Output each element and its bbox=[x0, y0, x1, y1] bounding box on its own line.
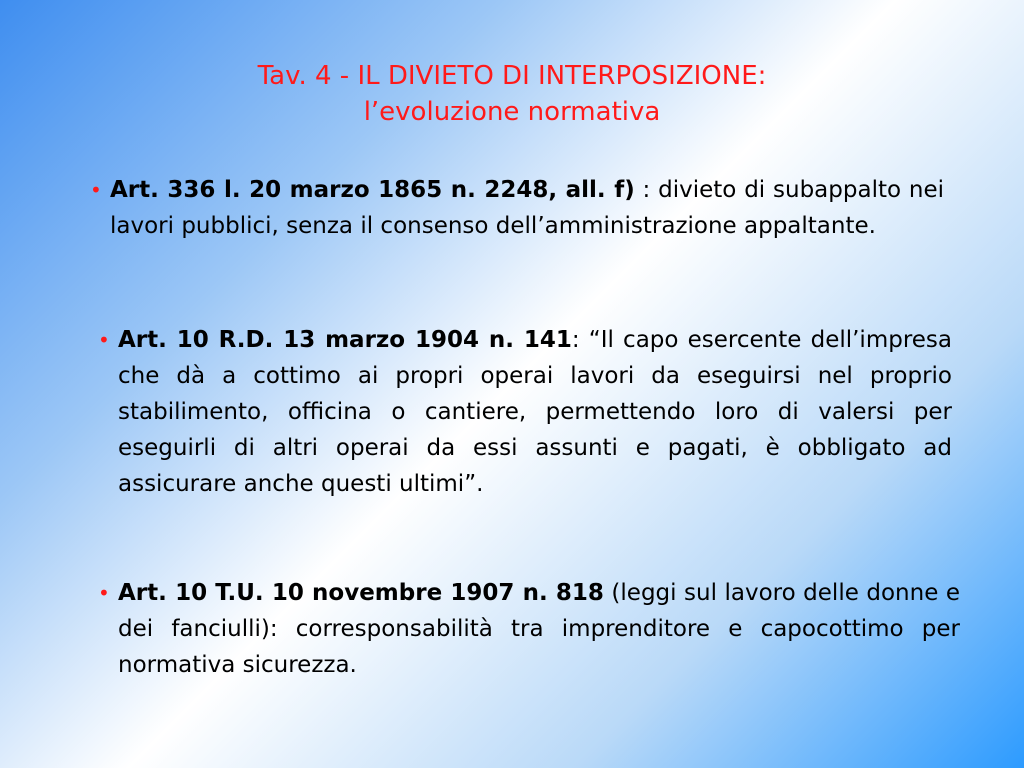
bullet-marker: • bbox=[98, 581, 110, 605]
slide-title-line-2: l’evoluzione normativa bbox=[363, 97, 661, 127]
bullet-text: (leggi sul lavoro delle donne e dei fanciulli): corresponsabilità tra imprenditore e capocottimo per normativa sicurezza. bbox=[118, 580, 960, 678]
bullet-marker: • bbox=[90, 178, 102, 202]
bullet-text: : “Il capo esercente dell’impresa che dà a cottimo ai propri operai lavori da eseguirsi nel proprio stabilimento, officina o cantiere, permettendo loro di valersi per eseguirli di altri operai da essi assunti e pagati, è obbligato ad assicurare anche questi ultimi”. bbox=[118, 327, 953, 497]
slide-title bbox=[0, 58, 1024, 130]
bullet-citation: Art. 10 R.D. 13 marzo 1904 n. 141 bbox=[118, 327, 572, 353]
slide-title-line-1: Tav. 4 - IL DIVIETO DI INTERPOSIZIONE: bbox=[257, 61, 767, 91]
bullet-marker: • bbox=[98, 328, 110, 352]
bullet-citation: Art. 336 l. 20 marzo 1865 n. 2248, all. f) bbox=[110, 177, 635, 203]
bullet-item-art-336 bbox=[90, 172, 945, 244]
bullet-text: : divieto di subappalto nei lavori pubblici, senza il consenso dell’amministrazione appaltante. bbox=[110, 177, 945, 239]
bullet-citation: Art. 10 T.U. 10 novembre 1907 n. 818 bbox=[118, 580, 604, 606]
bullet-item-art-10-tu bbox=[98, 575, 960, 683]
bullet-item-art-10-rd bbox=[98, 322, 953, 502]
